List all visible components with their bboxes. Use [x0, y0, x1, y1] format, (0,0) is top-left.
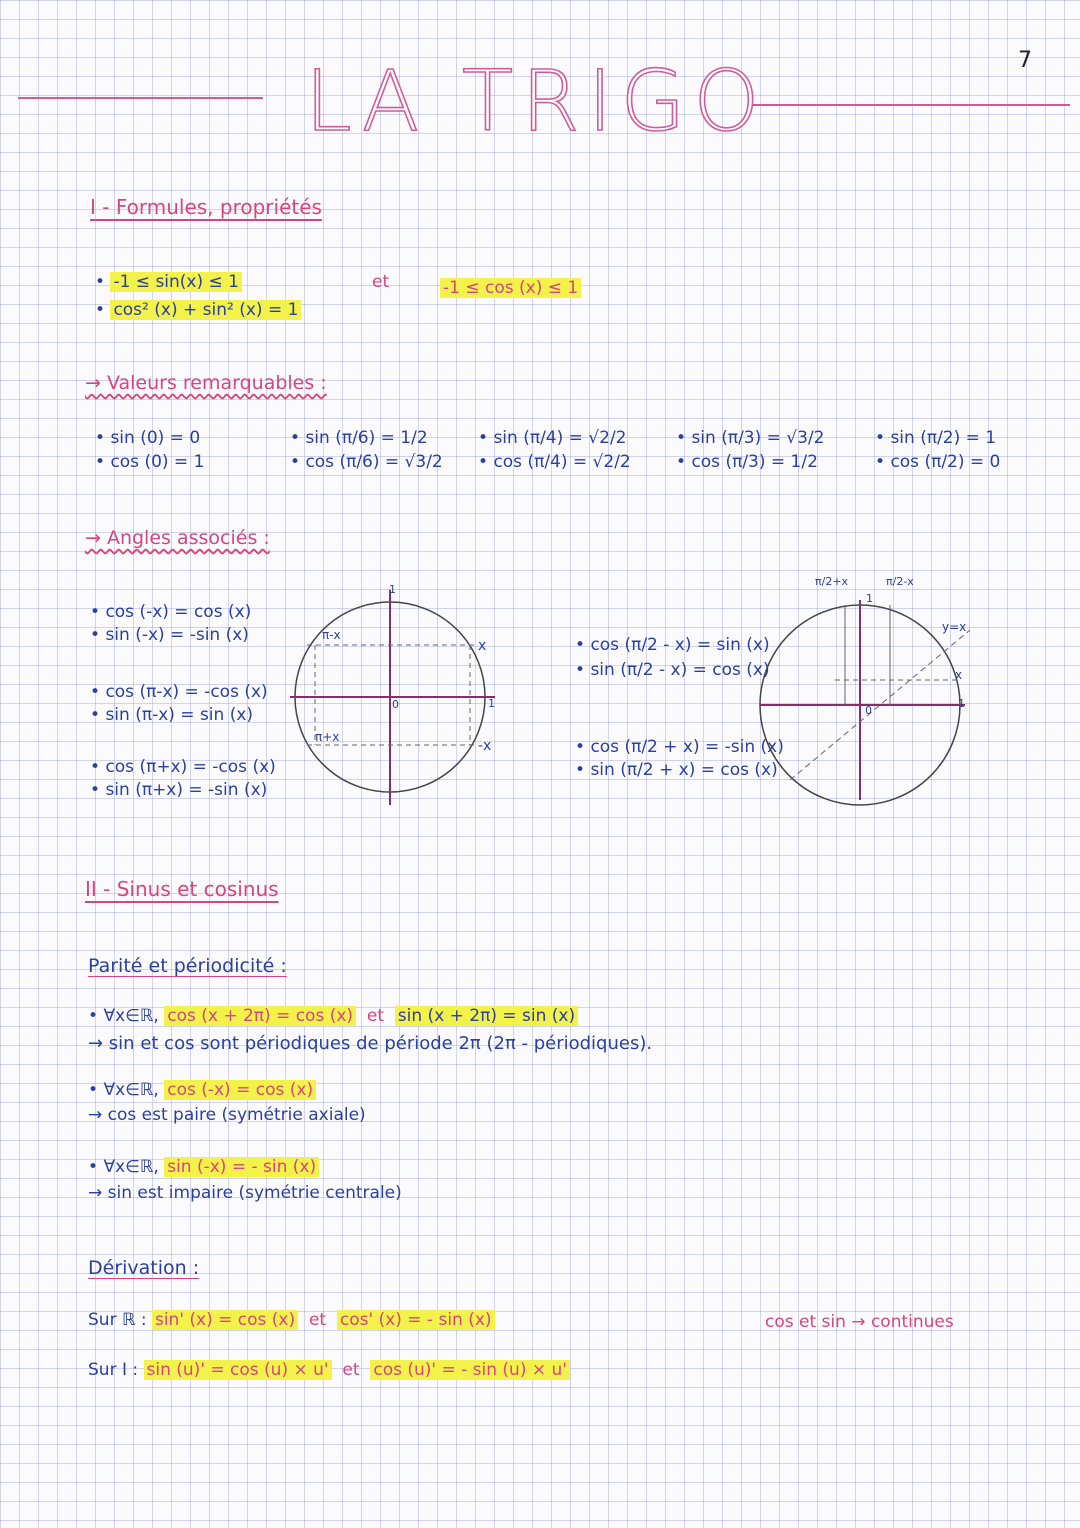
circle1-label-right: 1 [488, 697, 495, 710]
associated-angles-title: → Angles associés : [85, 527, 270, 549]
remarkable-values-title: → Valeurs remarquables : [85, 372, 327, 394]
circle2-label-pi2-plus-x: π/2+x [815, 575, 849, 588]
circle2-label-y-eq-x: y=x [942, 620, 967, 634]
circle1-label-minus-x: -x [478, 738, 492, 754]
value-cos-pi2: • cos (π/2) = 0 [875, 452, 1001, 472]
circle1-label-x: x [478, 638, 487, 654]
title-rule-right [748, 104, 1070, 106]
value-cos-0: • cos (0) = 1 [95, 452, 205, 472]
even-conclusion: → cos est paire (symétrie axiale) [88, 1105, 366, 1125]
assoc-cos-pi2-minus-x: • cos (π/2 - x) = sin (x) [575, 635, 770, 655]
circle2-label-top: 1 [866, 592, 873, 605]
value-cos-pi6: • cos (π/6) = √3/2 [290, 452, 443, 472]
unit-circle-1 [285, 585, 505, 805]
pythagore-identity: • cos² (x) + sin² (x) = 1 [95, 300, 301, 320]
value-sin-pi3: • sin (π/3) = √3/2 [676, 428, 825, 448]
circle1-label-pi-minus-x: π-x [322, 628, 341, 642]
value-sin-pi2: • sin (π/2) = 1 [875, 428, 997, 448]
circle2-label-x: x [955, 668, 963, 682]
circle2-label-right: 1 [958, 697, 965, 710]
assoc-sin-minus-x: • sin (-x) = -sin (x) [90, 625, 249, 645]
value-cos-pi3: • cos (π/3) = 1/2 [676, 452, 818, 472]
circle2-label-origin: 0 [865, 704, 872, 717]
value-sin-0: • sin (0) = 0 [95, 428, 201, 448]
assoc-cos-minus-x: • cos (-x) = cos (x) [90, 602, 252, 622]
period-conclusion: → sin et cos sont périodiques de période 2π (2π - périodiques). [88, 1033, 653, 1054]
section-1-heading: I - Formules, propriétés [90, 195, 322, 219]
parity-title: Parité et périodicité : [88, 955, 287, 977]
circle1-label-pi-plus-x: π+x [315, 730, 340, 744]
assoc-cos-pi-minus-x: • cos (π-x) = -cos (x) [90, 682, 268, 702]
page-number: 7 [1018, 48, 1032, 73]
title-rule-left [18, 97, 263, 99]
page-title: LA TRIGO [305, 52, 768, 150]
odd-conclusion: → sin est impaire (symétrie centrale) [88, 1183, 402, 1203]
assoc-cos-pi2-plus-x: • cos (π/2 + x) = -sin (x) [575, 737, 784, 757]
deriv-R-line: Sur ℝ : sin' (x) = cos (x) et cos' (x) = - sin (x) [88, 1310, 495, 1330]
continuity-note: cos et sin → continues [765, 1312, 954, 1332]
assoc-cos-pi-plus-x: • cos (π+x) = -cos (x) [90, 757, 276, 777]
deriv-I-line: Sur I : sin (u)' = cos (u) × u' et cos (u)' = - sin (u) × u' [88, 1360, 570, 1380]
bounds-and: et [372, 272, 390, 292]
circle1-label-origin: 0 [392, 698, 399, 711]
circle1-label-top: 1 [389, 583, 396, 596]
circle2-label-pi2-minus-x: π/2-x [886, 575, 914, 588]
period-line: • ∀x∈ℝ, cos (x + 2π) = cos (x) et sin (x + 2π) = sin (x) [88, 1006, 578, 1026]
bounds-cos: -1 ≤ cos (x) ≤ 1 [440, 278, 581, 298]
assoc-sin-pi2-plus-x: • sin (π/2 + x) = cos (x) [575, 760, 778, 780]
assoc-sin-pi-minus-x: • sin (π-x) = sin (x) [90, 705, 254, 725]
value-sin-pi4: • sin (π/4) = √2/2 [478, 428, 627, 448]
derivation-title: Dérivation : [88, 1257, 200, 1279]
section-2-heading: II - Sinus et cosinus [85, 877, 279, 901]
assoc-sin-pi2-minus-x: • sin (π/2 - x) = cos (x) [575, 660, 770, 680]
value-cos-pi4: • cos (π/4) = √2/2 [478, 452, 631, 472]
value-sin-pi6: • sin (π/6) = 1/2 [290, 428, 428, 448]
odd-line: • ∀x∈ℝ, sin (-x) = - sin (x) [88, 1157, 319, 1177]
even-line: • ∀x∈ℝ, cos (-x) = cos (x) [88, 1080, 316, 1100]
assoc-sin-pi-plus-x: • sin (π+x) = -sin (x) [90, 780, 268, 800]
bounds-sin: • -1 ≤ sin(x) ≤ 1 [95, 272, 242, 292]
